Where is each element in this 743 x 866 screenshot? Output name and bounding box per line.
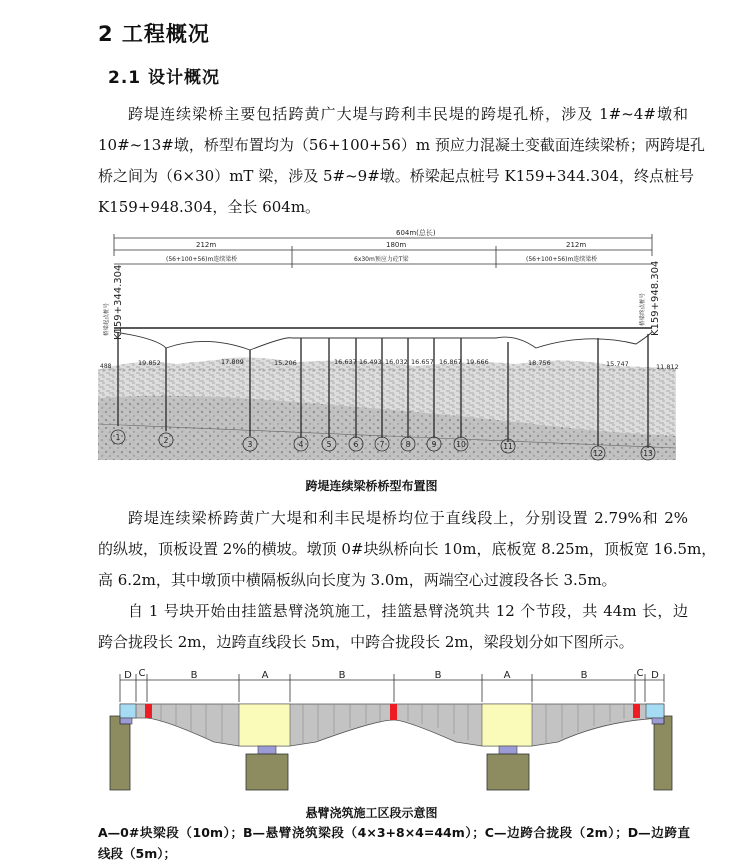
segment-label-b: B [190, 670, 198, 681]
elevation-label: 11.812 [656, 363, 679, 371]
end-station-caption: 桥梁终点桩号 [640, 292, 646, 326]
pier-number: 4 [298, 440, 304, 449]
paragraph-2-line: 高 6.2m，其中墩顶中横隔板纵向长度为 3.0m，两端空心过渡段各长 3.5m。 [98, 571, 617, 589]
pier-number: 2 [163, 436, 169, 445]
paragraph-3-line: 跨合拢段长 2m，边跨直线段长 5m，中跨合拢段长 2m，梁段划分如下图所示。 [98, 633, 634, 651]
elevation-label: 16.867 [439, 358, 462, 366]
elevation-label: 16.493 [359, 358, 382, 366]
span-note-2: 6x30m预应力砼T梁 [354, 256, 409, 263]
paragraph-2 [98, 503, 717, 596]
pier-number: 1 [115, 433, 121, 442]
segment-label-b: B [580, 670, 588, 681]
section-title: 2 工程概况 [98, 22, 210, 46]
elevation-label: 16.637 [334, 358, 357, 366]
figure-2-legend [98, 822, 690, 864]
elevation-label: 15.206 [274, 359, 297, 367]
elevation-label: 16.657 [411, 358, 434, 366]
paragraph-2-line: 跨堤连续梁桥跨黄广大堤和利丰民堤桥均位于直线段上，分别设置 2.79%和 2% [128, 509, 688, 527]
elevation-label: 19.852 [138, 359, 161, 367]
paragraph-1-line: 跨堤连续梁桥主要包括跨黄广大堤与跨利丰民堤的跨堤孔桥，涉及 1#~4#墩和 [128, 105, 688, 123]
pier-number: 12 [593, 449, 603, 458]
elevation-label: 17.809 [221, 358, 244, 366]
paragraph-1-line: 桥之间为（6×30）mT 梁，涉及 5#~9#墩。桥梁起点桩号 K159+344.304，终点桩号 [98, 167, 694, 185]
legend-line: 线段（5m）； [98, 846, 176, 861]
cantilever-segment-figure [106, 666, 676, 792]
pier-number: 8 [405, 440, 411, 449]
pier-number: 10 [456, 440, 466, 449]
left-edge-value: 488 [100, 363, 112, 370]
span-note-1: (56+100+56)m连续梁桥 [166, 256, 238, 263]
span-length-2: 180m [386, 241, 407, 249]
start-station-caption: 桥梁起点桩号 [104, 302, 110, 336]
paragraph-3 [98, 596, 688, 658]
segment-label-d: D [651, 670, 659, 681]
elevation-label: 16.032 [385, 358, 408, 366]
paragraph-1-line: K159+948.304，全长 604m。 [98, 198, 321, 216]
elevation-label: 19.666 [466, 358, 489, 366]
segment-label-c: C [636, 668, 644, 679]
elevation-label: 18.756 [528, 359, 551, 367]
span-length-1: 212m [196, 241, 217, 249]
pier-number: 11 [503, 442, 513, 451]
pier-number: 6 [353, 440, 359, 449]
start-station: K159+344.304 [113, 264, 124, 340]
pier-number: 13 [643, 449, 653, 458]
pier-number: 3 [247, 440, 253, 449]
segment-label-b: B [338, 670, 346, 681]
figure-2-caption: 悬臂浇筑施工区段示意图 [305, 806, 438, 820]
paragraph-2-line: 的纵坡，顶板设置 2%的横坡。墩顶 0#块纵桥向长 10m，底板宽 8.25m，顶板宽 16.5m， [98, 540, 717, 558]
bridge-layout-figure [96, 226, 679, 460]
segment-label-b: B [434, 670, 442, 681]
segment-label-a: A [503, 670, 511, 681]
pier-number: 5 [326, 440, 332, 449]
legend-line: A—0#块梁段（10m）；B—悬臂浇筑梁段（4×3+8×4=44m）；C—边跨合拢段（2m）；D—边跨直 [98, 825, 690, 840]
pier-number: 9 [431, 440, 437, 449]
paragraph-1 [98, 99, 705, 223]
segment-label-a: A [261, 670, 269, 681]
segment-label-c: C [138, 668, 146, 679]
figure-1-caption: 跨堤连续梁桥桥型布置图 [305, 479, 438, 493]
subsection-title: 2.1 设计概况 [108, 68, 221, 88]
end-station: K159+948.304 [650, 260, 661, 336]
segment-label-d: D [124, 670, 132, 681]
paragraph-1-line: 10#~13#墩，桥型布置均为（56+100+56）m 预应力混凝土变截面连续梁桥；两跨堤孔 [98, 136, 705, 154]
paragraph-3-line: 自 1 号块开始由挂篮悬臂浇筑施工，挂篮悬臂浇筑共 12 个节段，共 44m 长，边 [128, 602, 688, 620]
elevation-label: 15.747 [606, 360, 629, 368]
span-length-3: 212m [566, 241, 587, 249]
total-length-label: 604m(总长) [396, 229, 436, 237]
span-note-3: (56+100+56)m连续梁桥 [526, 256, 598, 263]
pier-number: 7 [379, 440, 385, 449]
